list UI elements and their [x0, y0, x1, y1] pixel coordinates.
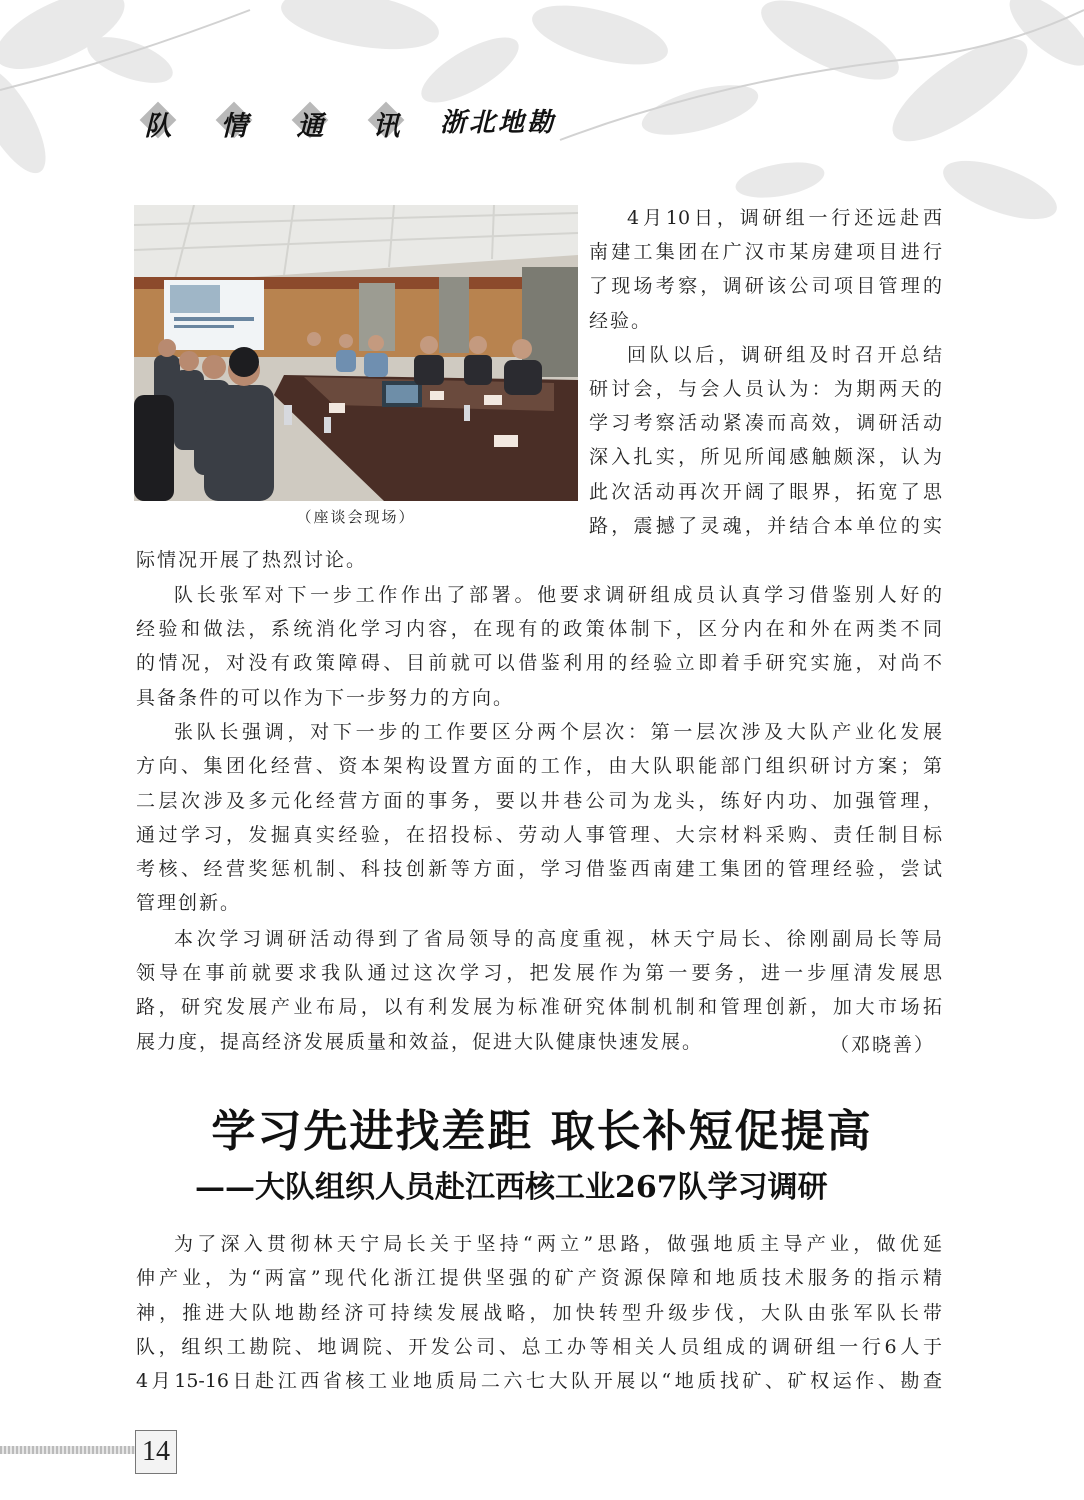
meeting-photo [134, 205, 578, 501]
paragraph-line: 4月15-16日赴江西省核工业地质局二六七大队开展以“地质找矿、矿权运作、勘查 [136, 1370, 942, 1392]
section-header [140, 98, 600, 142]
paragraph-line: 际情况开展了热烈讨论。 [136, 549, 368, 571]
header-char: 情 [220, 111, 248, 142]
paragraph-line: 管理创新。 [136, 892, 242, 914]
paragraph-line: 南建工集团在广汉市某房建项目进行 [589, 241, 942, 263]
paragraph-line: 研讨会，与会人员认为：为期两天的 [589, 378, 942, 400]
paragraph-line: 本次学习调研活动得到了省局领导的高度重视，林天宁局长、徐刚副局长等局 [174, 928, 942, 950]
article-author: （邓晓善） [830, 1034, 936, 1056]
header-diamond [292, 102, 328, 142]
paragraph-line: 的情况，对没有政策障碍、目前就可以借鉴利用的经验立即着手研究实施，对尚不 [136, 652, 942, 674]
paragraph-line: 4月10日，调研组一行还远赴西 [627, 207, 942, 229]
header-char: 讯 [372, 111, 400, 142]
paragraph-line: 学习考察活动紧凑而高效，调研活动 [589, 412, 942, 434]
paragraph-line: 方向、集团化经营、资本架构设置方面的工作，由大队职能部门组织研讨方案；第 [136, 755, 942, 777]
paragraph-line: 经验。 [589, 310, 653, 332]
paragraph-line: 通过学习，发掘真实经验，在招投标、劳动人事管理、大宗材料采购、责任制目标 [136, 824, 942, 846]
page-number-bar [0, 1446, 135, 1454]
publication-brand: 浙北地勘 [440, 108, 557, 138]
paragraph-line: 路，震撼了灵魂，并结合本单位的实 [589, 515, 942, 537]
header-char: 队 [144, 111, 172, 142]
article-title: 学习先进找差距 取长补短促提高 [211, 1106, 873, 1157]
paragraph-line: 经验和做法，系统消化学习内容，在现有的政策体制下，区分内在和外在两类不同 [136, 618, 942, 640]
paragraph-line: 了现场考察，调研该公司项目管理的 [589, 275, 942, 297]
paragraph-line: 此次活动再次开阔了眼界，拓宽了思 [589, 481, 942, 503]
paragraph-line: 为了深入贯彻林天宁局长关于坚持“两立”思路，做强地质主导产业，做优延 [174, 1233, 942, 1255]
article-subtitle: ——大队组织人员赴江西核工业267队学习调研 [195, 1170, 828, 1205]
header-diamond [216, 102, 252, 142]
paragraph-line: 神，推进大队地勘经济可持续发展战略，加快转型升级步伐，大队由张军队长带 [136, 1302, 942, 1324]
header-diamond [140, 102, 176, 142]
paragraph-line: 具备条件的可以作为下一步努力的方向。 [136, 687, 515, 709]
photo-caption: （座谈会现场） [296, 508, 416, 526]
paragraph-line: 深入扎实，所见所闻感触颇深，认为 [589, 446, 942, 468]
header-char: 通 [296, 111, 324, 142]
paragraph-line: 路，研究发展产业布局，以有利发展为标准研究体制机制和管理创新，加大市场拓 [136, 996, 942, 1018]
header-diamond [368, 102, 404, 142]
paragraph-line: 领导在事前就要求我队通过这次学习，把发展作为第一要务，进一步厘清发展思 [136, 962, 942, 984]
paragraph-line: 队长张军对下一步工作作出了部署。他要求调研组成员认真学习借鉴别人好的 [174, 584, 942, 606]
page-number: 14 [135, 1430, 177, 1474]
paragraph-line: 展力度，提高经济发展质量和效益，促进大队健康快速发展。 [136, 1031, 704, 1053]
paragraph-line: 队，组织工勘院、地调院、开发公司、总工办等相关人员组成的调研组一行6人于 [136, 1336, 942, 1358]
paragraph-line: 张队长强调，对下一步的工作要区分两个层次：第一层次涉及大队产业化发展 [174, 721, 942, 743]
paragraph-line: 回队以后，调研组及时召开总结 [627, 344, 942, 366]
paragraph-line: 伸产业，为“两富”现代化浙江提供坚强的矿产资源保障和地质技术服务的指示精 [136, 1267, 942, 1289]
paragraph-line: 考核、经营奖惩机制、科技创新等方面，学习借鉴西南建工集团的管理经验，尝试 [136, 858, 942, 880]
paragraph-line: 二层次涉及多元化经营方面的事务，要以井巷公司为龙头，练好内功、加强管理， [136, 790, 942, 812]
